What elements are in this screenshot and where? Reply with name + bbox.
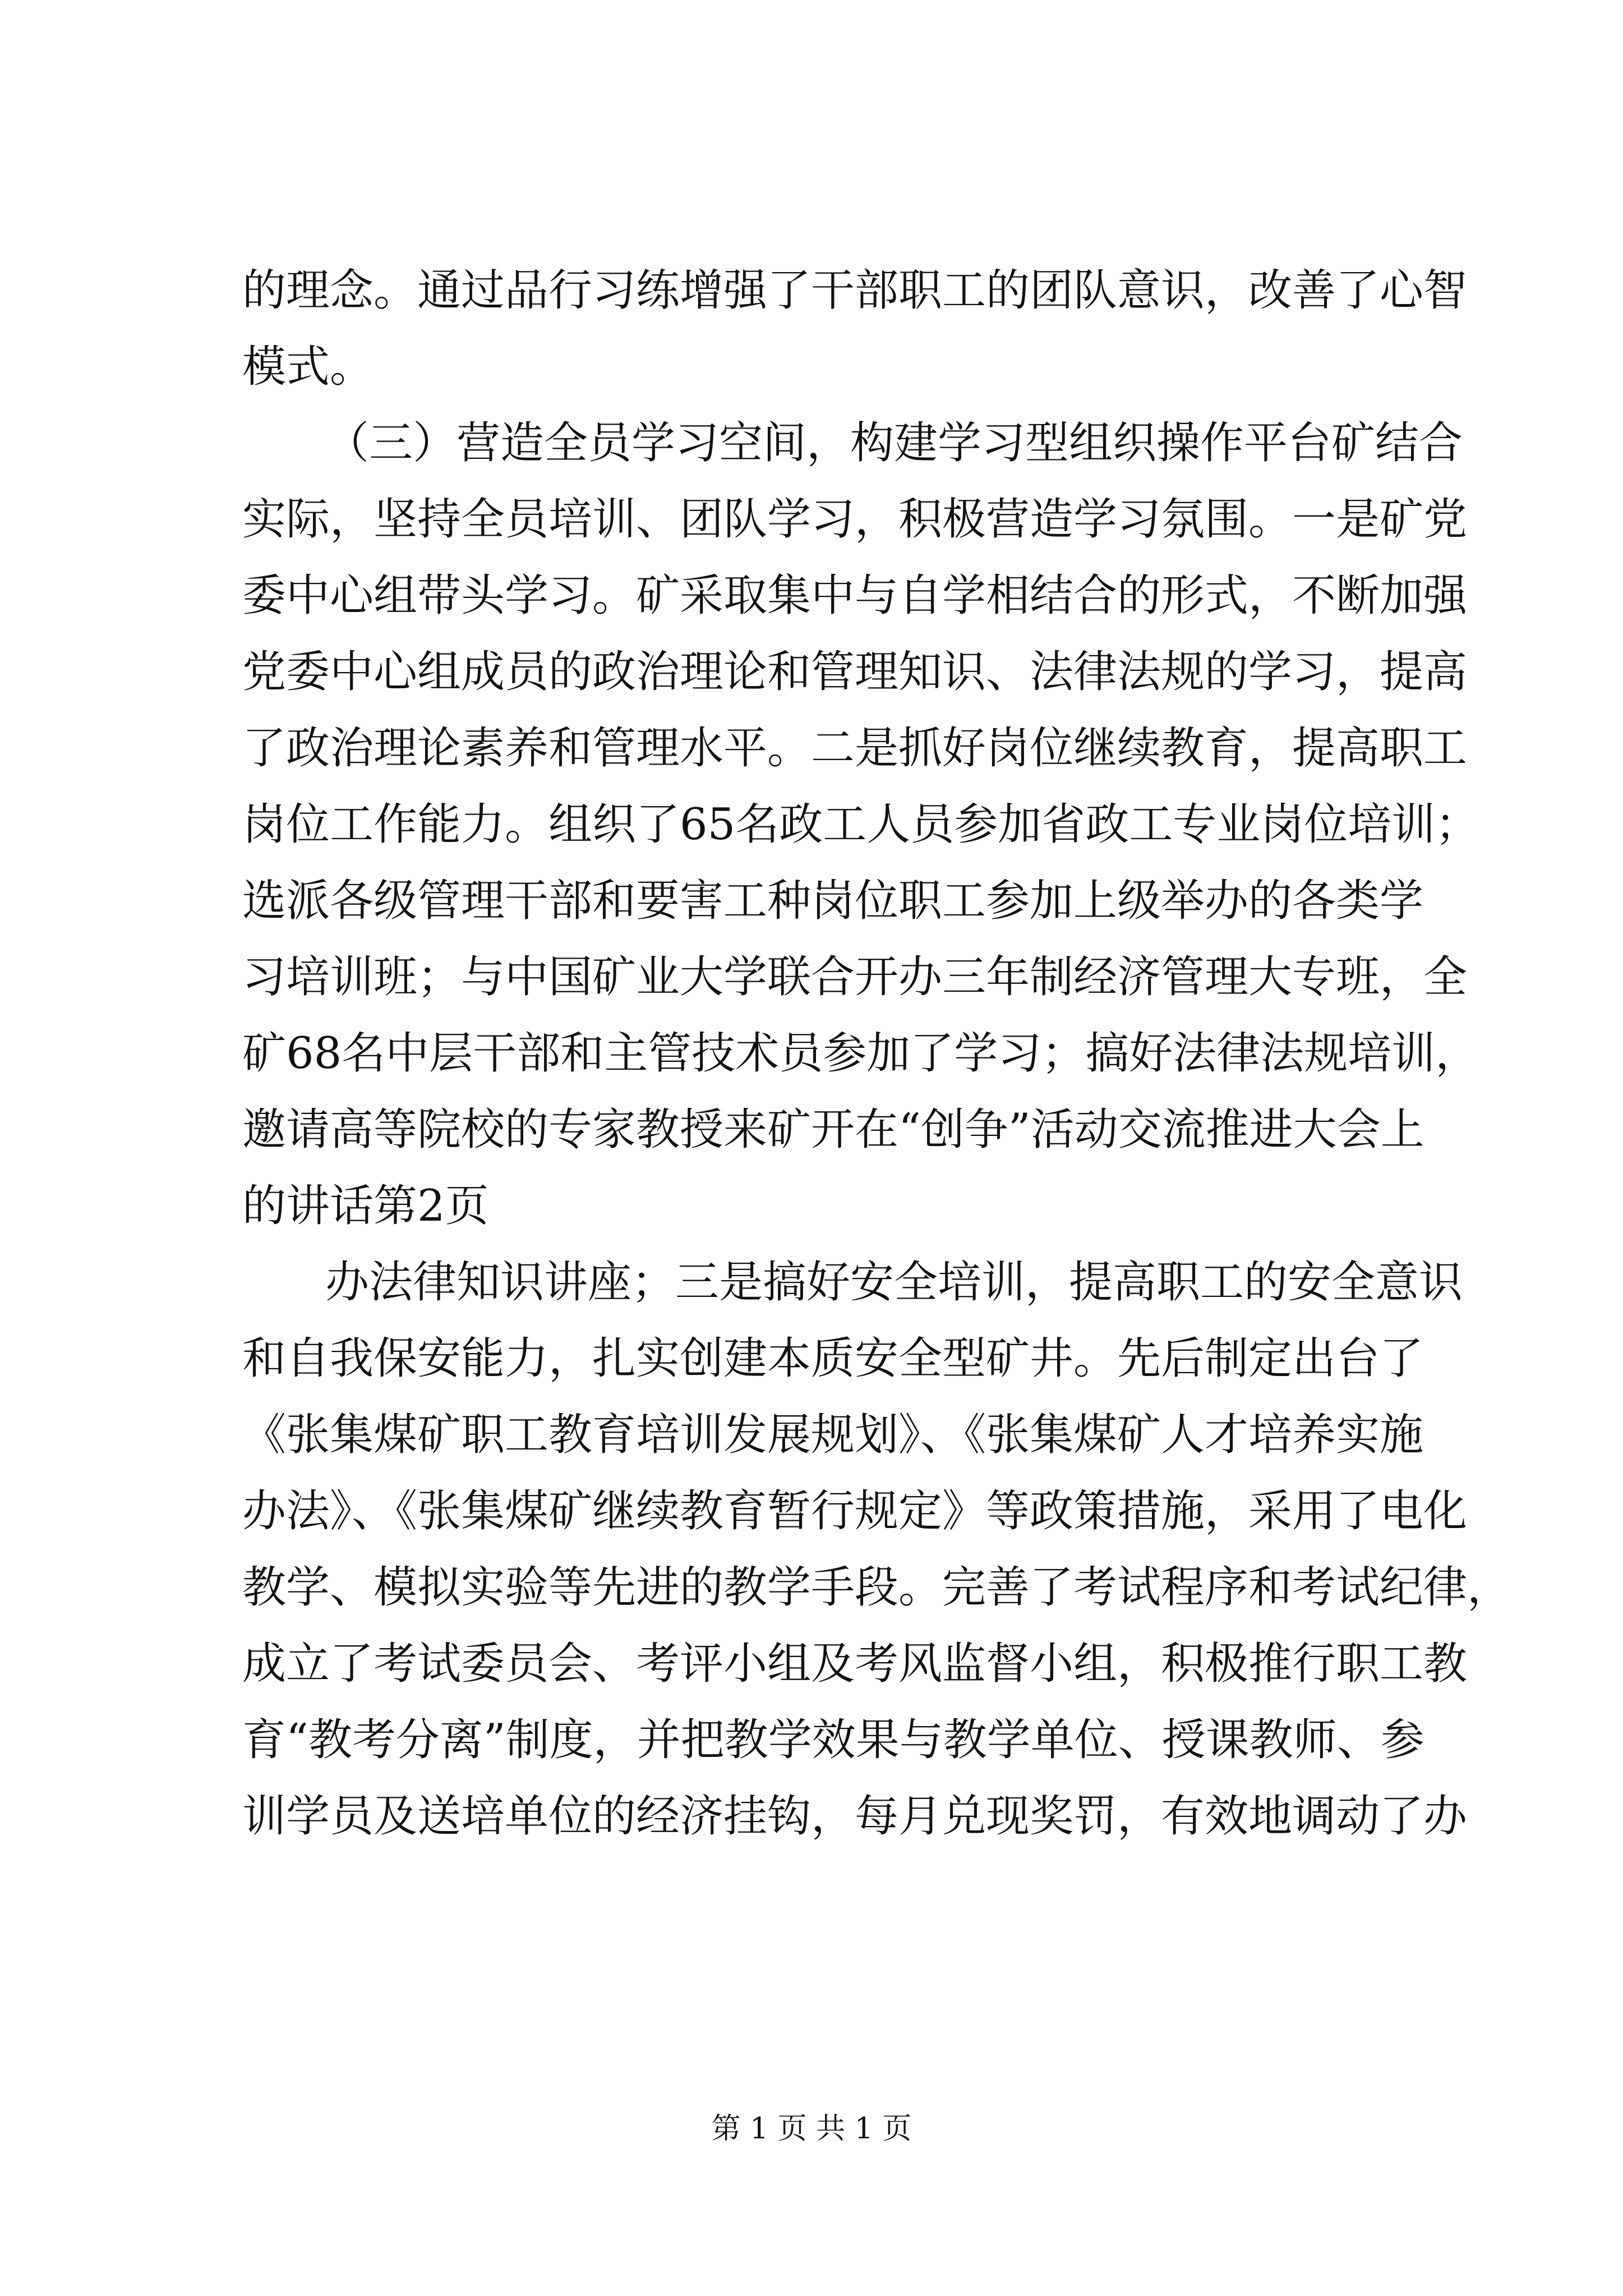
text-line: 矿68名中层干部和主管技术员参加了学习；搞好法律法规培训， (242, 1028, 1479, 1079)
text-line: 训学员及送培单位的经济挂钩，每月兑现奖罚，有效地调动了办 (242, 1791, 1468, 1842)
text-line: 成立了考试委员会、考评小组及考风监督小组，积极推行职工教 (242, 1639, 1468, 1689)
text-line: 的讲话第2页 (242, 1181, 489, 1231)
page-footer: 第 1 页 共 1 页 (711, 2112, 912, 2146)
text-line: 模式。 (242, 342, 374, 392)
text-line: 党委中心组成员的政治理论和管理知识、法律法规的学习，提高 (242, 647, 1468, 697)
text-line: 教学、模拟实验等先进的教学手段。完善了考试程序和考试纪律， (242, 1562, 1511, 1613)
text-line: 实际，坚持全员培训、团队学习，积极营造学习氛围。一是矿党 (242, 494, 1468, 545)
text-line: 办法律知识讲座；三是搞好安全培训，提高职工的安全意识 (325, 1257, 1463, 1308)
text-line: 育“教考分离”制度，并把教学效果与教学单位、授课教师、参 (242, 1715, 1424, 1765)
text-line: 办法》、《张集煤矿继续教育暂行规定》等政策措施，采用了电化 (242, 1486, 1468, 1536)
text-line: 了政治理论素养和管理水平。二是抓好岗位继续教育，提高职工 (242, 723, 1468, 774)
text-line: 邀请高等院校的专家教授来矿开在“创争”活动交流推进大会上 (242, 1105, 1424, 1155)
text-line: 《张集煤矿职工教育培训发展规划》、《张集煤矿人才培养实施 (242, 1410, 1424, 1460)
text-line: 岗位工作能力。组织了65名政工人员参加省政工专业岗位培训； (242, 799, 1479, 850)
text-line: 和自我保安能力，扎实创建本质安全型矿井。先后制定出台了 (242, 1333, 1424, 1384)
text-line: 委中心组带头学习。矿采取集中与自学相结合的形式，不断加强 (242, 570, 1468, 621)
text-line: （三）营造全员学习空间，构建学习型组织操作平台矿结合 (325, 418, 1463, 468)
text-line: 的理念。通过品行习练增强了干部职工的团队意识，改善了心智 (242, 265, 1468, 316)
text-line: 习培训班；与中国矿业大学联合开办三年制经济管理大专班，全 (242, 952, 1468, 1002)
text-line: 选派各级管理干部和要害工种岗位职工参加上级举办的各类学 (242, 876, 1424, 926)
body-text (242, 252, 1511, 1855)
